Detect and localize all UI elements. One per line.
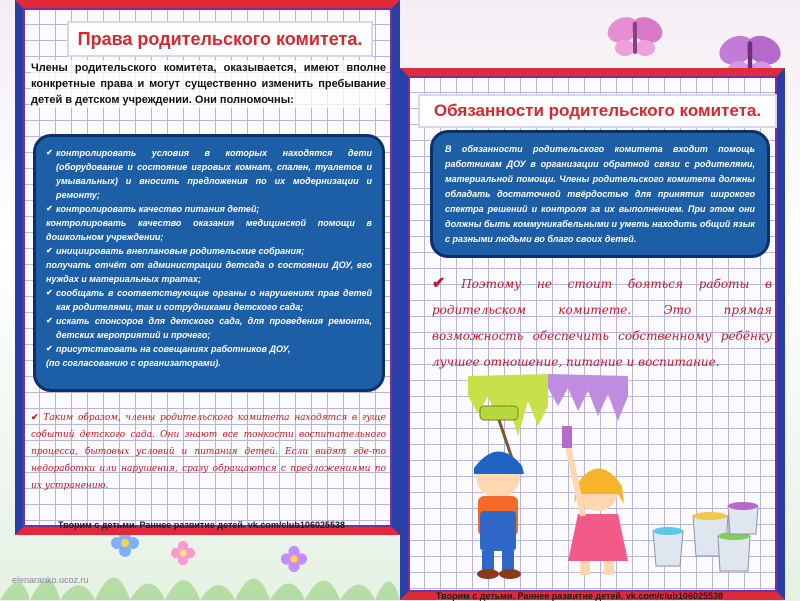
check-mark-icon: ✔ xyxy=(31,413,39,423)
rights-caption: Творим с детьми. Раннее развитие детей. vk.com/club106025538 xyxy=(58,520,345,530)
duties-caption: Творим с детьми. Раннее развитие детей. vk.com/club106025538 xyxy=(436,591,723,601)
duties-conclusion-text: Поэтому не стоит бояться работы в родительском комитете. Это прямая возможность обеспечить собственному ребёнку лучшее отношение, питание и воспитание. xyxy=(432,277,772,369)
rights-list-item: контролировать качество оказания медицинской помощи в дошкольном учреждении; xyxy=(46,218,372,242)
children-painting-illustration xyxy=(428,366,773,581)
butterfly-icon xyxy=(605,12,665,62)
rights-list-item: ✔ присутствовать на совещаниях работников ДОУ, xyxy=(46,342,372,356)
rights-list-item: (по согласованию с организаторами). xyxy=(46,358,221,368)
rights-intro: Члены родительского комитета, оказывается, имеют вполне конкретные права и могут существенно изменить пребывание детей в детском учреждении. Они полномочны: xyxy=(31,62,386,106)
duties-box: В обязанности родительского комитета входит помощь работникам ДОУ в организации обратной связи с родителями, материальной помощи. Члены родительского комитета должны обладать достаточной твёрдостью для принятия широкого спектра решений и контроля за их выполнением. При этом они должны быть коммуникабельными и уметь находить общий язык с разными людьми во благо своих детей. xyxy=(430,130,770,258)
rights-conclusion xyxy=(31,410,386,495)
rights-title: Права родительского комитета. xyxy=(67,21,373,57)
duties-poster xyxy=(400,68,785,600)
rights-list-item: получать отчёт от администрации детсада о состоянии ДОУ, его нуждах и материальных тратах; xyxy=(46,260,372,284)
rights-list xyxy=(46,146,372,370)
duties-conclusion xyxy=(432,270,772,375)
rights-poster xyxy=(15,0,400,535)
rights-list-item: ✔ контролировать условия в которых находятся дети (оборудование и состояние игровых комнат, спален, туалетов и умывальных) и вносить предложения по их модернизации и ремонту; xyxy=(46,146,372,202)
paint-bucket-icon xyxy=(653,502,758,571)
rights-list-item: ✔ искать спонсоров для детского сада, для проведения ремонта, детских мероприятий и прочего; xyxy=(46,314,372,342)
rights-list-item: ✔ сообщать в соответствующие органы о нарушениях прав детей как родителями, так и сотрудниками детского сада; xyxy=(46,286,372,314)
rights-conclusion-text: Таким образом, члены родительского комитета находятся в гуще событий детского сада. Они знают все тонкости воспитательного процесса, бытовых условий и питания детей. Если видят где-то недоработки или нарушения, сразу обращаются с предложениями по их устранению. xyxy=(31,413,386,491)
rights-list-box xyxy=(33,134,385,392)
rights-list-item: ✔ инициировать внеплановые родительские собрания; xyxy=(46,244,372,258)
check-mark-icon: ✔ xyxy=(432,273,446,292)
duties-title: Обязанности родительского комитета. xyxy=(418,94,777,128)
rights-list-item: ✔ контролировать качество питания детей; xyxy=(46,202,372,216)
site-watermark: elenaranko.ucoz.ru xyxy=(12,575,89,585)
